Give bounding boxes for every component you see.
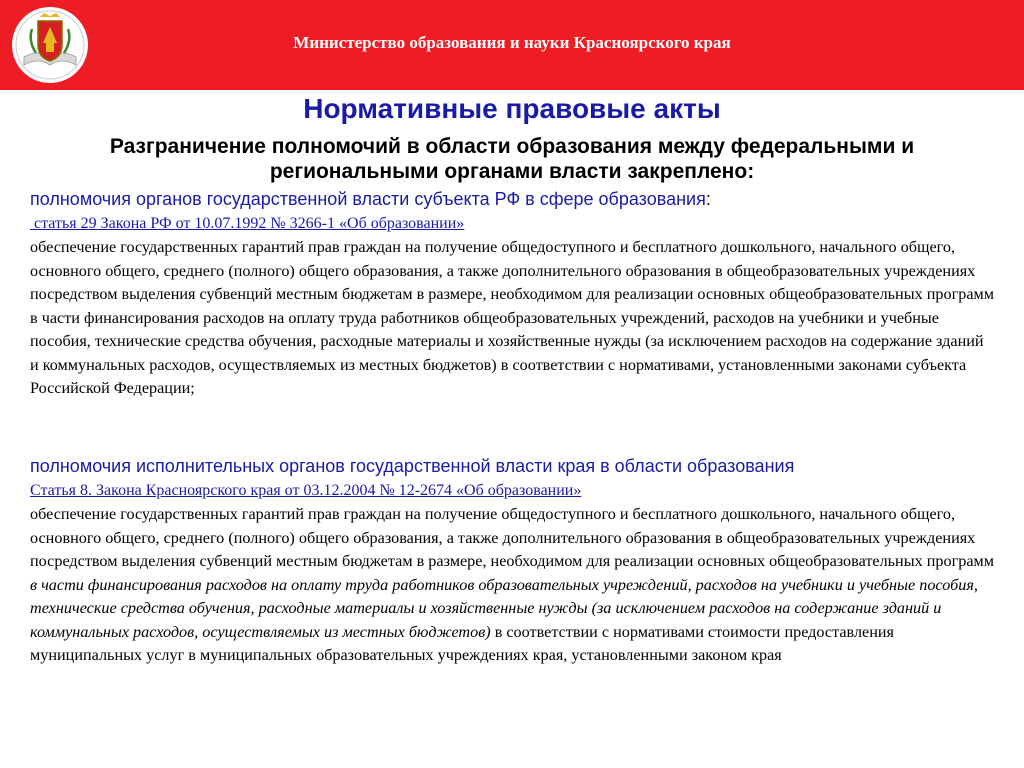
section1-heading	[30, 189, 711, 210]
section1-law-link[interactable]: статья 29 Закона РФ от 10.07.1992 № 3266-1 «Об образовании»	[30, 215, 465, 232]
page-subtitle: Разграничение полномочий в области образования между федеральными и региональными органами власти закреплено:	[109, 135, 915, 183]
page-title: Нормативные правовые акты	[303, 93, 721, 124]
section2-text-italic: в части финансирования расходов на оплату труда работников образовательных учреждений, расходов на учебники и учебные пособия, технические средства обучения, расходные материалы и хозяйственные нужды (за исключением расходов на содержание зданий и коммунальных расходов, осуществляемых из местных бюджетов)	[30, 575, 978, 641]
section1-text: обеспечение государственных гарантий прав граждан на получение общедоступного и бесплатного дошкольного, начального общего, основного общего, среднего (полного) общего образования, а также дополнительного образования в общеобразовательных учреждениях посредством выделения субвенций местным бюджетам в размере, необходимом для реализации основных общеобразовательных программ в части финансирования расходов на оплату труда работников общеобразовательных учреждений, расходов на учебники и учебные пособия, технические средства обучения, расходные материалы и хозяйственные нужды (за исключением расходов на содержание зданий и коммунальных расходов, осуществляемых из местных бюджетов) в соответствии с нормативами, установленными законами субъекта Российской Федерации;	[30, 238, 994, 397]
section2-law-link[interactable]	[30, 482, 581, 500]
section1-heading-text: полномочия органов государственной власти субъекта РФ в сфере образования	[30, 189, 706, 209]
section2-article-link[interactable]: Статья 8.	[30, 482, 92, 499]
section2-law-title-link[interactable]: Закона Красноярского края от 03.12.2004 № 12-2674 «Об образовании»	[95, 482, 582, 499]
section2-text	[30, 503, 996, 668]
header-banner	[0, 0, 1024, 90]
section2-heading: полномочия исполнительных органов государственной власти края в области образования	[30, 456, 795, 476]
ministry-name: Министерство образования и науки Красноярского края	[293, 33, 731, 52]
section2-text-end: в соответствии с нормативами стоимости предоставления муниципальных услуг в муниципальных образовательных учреждениях края, установленными законом края	[30, 622, 895, 664]
section2-text-start: обеспечение государственных гарантий прав граждан на получение общедоступного и бесплатного дошкольного, начального общего, основного общего, среднего (полного) общего образования, а также дополнительного образования в общеобразовательных учреждениях посредством выделения субвенций местным бюджетам в размере, необходимом для реализации основных общеобразовательных программ	[30, 505, 994, 570]
section1-heading-colon: :	[705, 189, 711, 209]
